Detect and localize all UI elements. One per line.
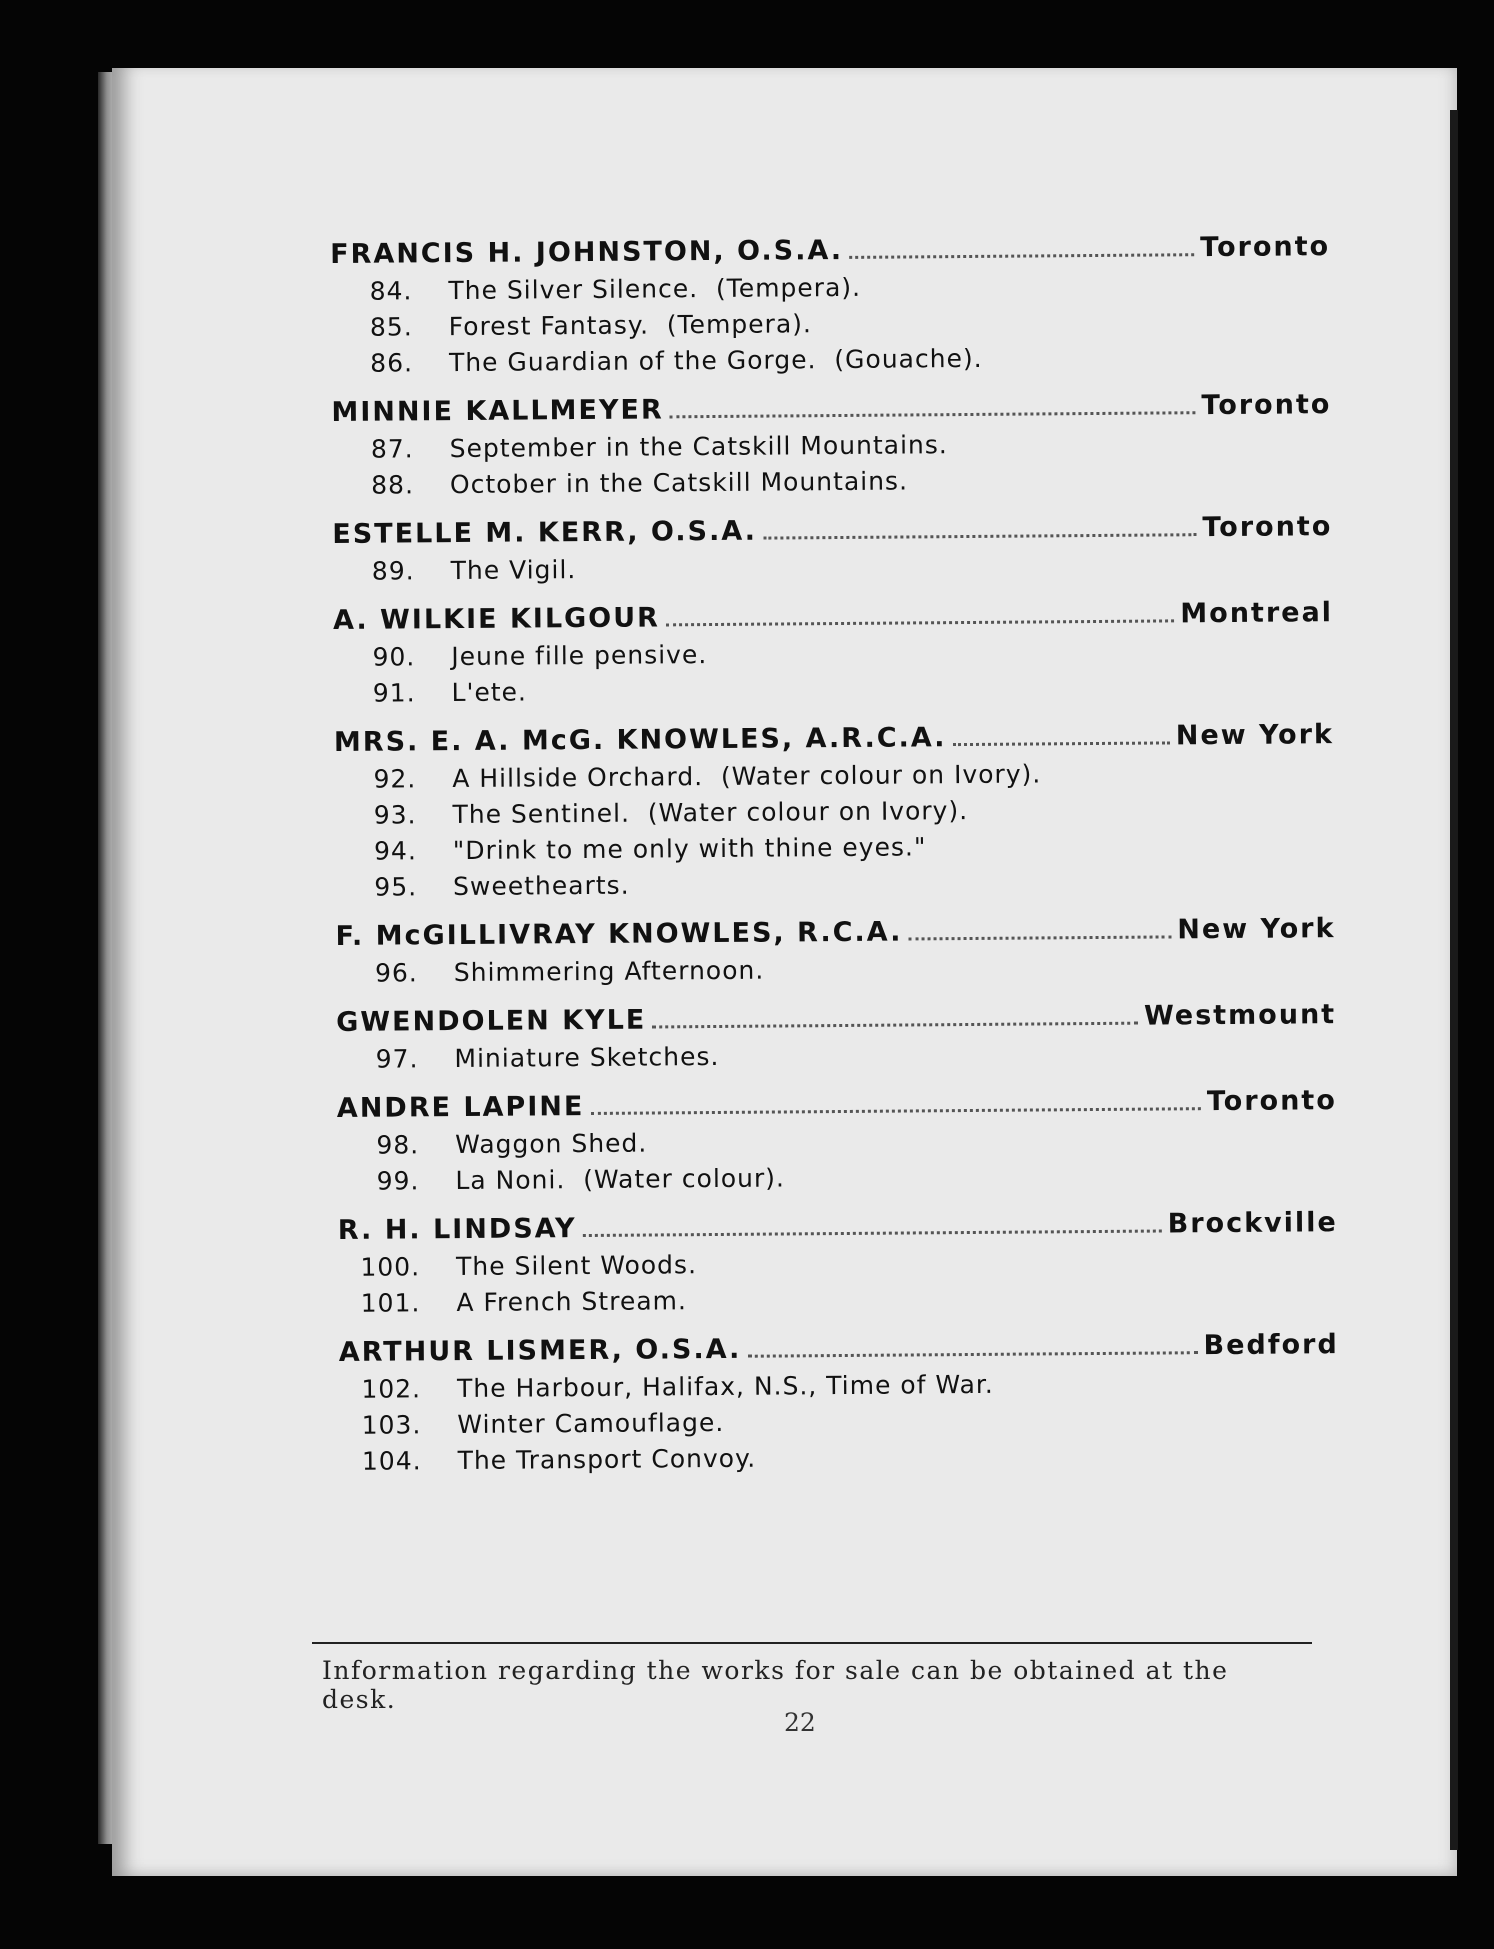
page-number: 22: [784, 1708, 816, 1737]
artist-city: Toronto: [1202, 511, 1333, 544]
artist-entry: [332, 508, 1333, 590]
dot-leader: [849, 253, 1194, 259]
work-number: 103.: [361, 1410, 422, 1440]
artist-heading: [333, 594, 1333, 640]
dot-leader: [666, 619, 1174, 626]
work-number: 93.: [373, 800, 417, 830]
work-item: [337, 1156, 1337, 1200]
work-title: Sweethearts.: [452, 870, 630, 902]
artist-entry: [330, 228, 1331, 382]
artist-entry: [338, 1204, 1339, 1322]
work-title: "Drink to me only with thine eyes.": [452, 832, 927, 866]
work-number: 96.: [374, 958, 418, 988]
artist-name: GWENDOLEN KYLE: [336, 1004, 647, 1038]
work-item: [332, 460, 1332, 504]
work-title: The Harbour, Halifax, N.S., Time of War.: [456, 1369, 994, 1404]
work-item: [338, 1278, 1338, 1322]
work-item: [331, 338, 1331, 382]
work-number: 88.: [371, 470, 415, 500]
work-title: Winter Camouflage.: [457, 1407, 725, 1440]
work-title: Jeune fille pensive.: [451, 640, 708, 672]
work-number: 102.: [361, 1374, 422, 1404]
work-title: A Hillside Orchard. (Water colour on Ivory).: [452, 759, 1042, 794]
work-number: 91.: [372, 678, 416, 708]
work-title: A French Stream.: [456, 1286, 688, 1318]
work-number: 89.: [371, 556, 415, 586]
artist-city: Toronto: [1206, 1085, 1337, 1118]
page-right-edge: [1450, 110, 1458, 1850]
artist-heading: [338, 1204, 1338, 1250]
work-number: 85.: [369, 312, 413, 342]
work-title: L'ete.: [451, 677, 528, 708]
artist-entry: [334, 716, 1335, 906]
work-title: The Silent Woods.: [455, 1250, 698, 1282]
artist-city: New York: [1177, 913, 1336, 946]
dot-leader: [590, 1107, 1201, 1115]
artist-entry: [331, 386, 1332, 504]
work-number: 87.: [370, 434, 414, 464]
work-number: 90.: [372, 642, 416, 672]
work-number: 101.: [360, 1288, 421, 1318]
work-item: [332, 546, 1332, 590]
work-title: The Transport Convoy.: [457, 1443, 757, 1476]
artist-city: Brockville: [1167, 1207, 1338, 1240]
work-item: [335, 862, 1335, 906]
work-title: Shimmering Afternoon.: [453, 955, 765, 988]
dot-leader: [670, 411, 1196, 418]
work-item: [336, 1034, 1336, 1078]
work-title: Miniature Sketches.: [454, 1041, 720, 1074]
work-title: La Noni. (Water colour).: [455, 1163, 786, 1196]
artist-entry: [335, 910, 1336, 992]
artist-name: A. WILKIE KILGOUR: [332, 602, 661, 636]
artist-name: FRANCIS H. JOHNSTON, O.S.A.: [330, 234, 844, 270]
dot-leader: [583, 1229, 1162, 1237]
work-number: 99.: [376, 1166, 420, 1196]
work-title: October in the Catskill Mountains.: [449, 466, 909, 500]
entries-container: [330, 228, 1340, 1480]
work-title: The Silver Silence. (Tempera).: [448, 272, 862, 306]
artist-name: R. H. LINDSAY: [337, 1213, 577, 1246]
dot-leader: [953, 741, 1170, 746]
artist-heading: [336, 996, 1336, 1042]
work-title: Waggon Shed.: [455, 1128, 648, 1160]
artist-city: Montreal: [1180, 597, 1334, 630]
artist-entry: [339, 1326, 1340, 1480]
work-number: 94.: [373, 836, 417, 866]
work-number: 86.: [370, 348, 414, 378]
work-number: 84.: [369, 276, 413, 306]
artist-city: Toronto: [1200, 231, 1331, 264]
artist-entry: [337, 1082, 1338, 1200]
dot-leader: [908, 935, 1171, 940]
artist-name: ANDRE LAPINE: [336, 1091, 585, 1124]
work-item: [336, 948, 1336, 992]
artist-heading: [335, 910, 1335, 956]
dot-leader: [763, 533, 1196, 539]
artist-heading: [334, 716, 1334, 762]
artist-name: MINNIE KALLMEYER: [331, 394, 664, 428]
work-title: The Vigil.: [450, 555, 577, 586]
artist-city: Westmount: [1143, 999, 1337, 1032]
artist-city: Toronto: [1201, 389, 1332, 422]
work-title: September in the Catskill Mountains.: [449, 430, 948, 464]
artist-list: [330, 228, 1340, 1480]
artist-city: Bedford: [1203, 1329, 1339, 1362]
work-item: [333, 668, 1333, 712]
artist-name: ESTELLE M. KERR, O.S.A.: [332, 515, 758, 550]
work-number: 104.: [361, 1446, 422, 1476]
footer-rule: [312, 1642, 1312, 1644]
dot-leader: [652, 1022, 1138, 1029]
work-number: 97.: [375, 1044, 419, 1074]
work-number: 92.: [373, 764, 417, 794]
work-number: 100.: [360, 1252, 421, 1282]
artist-entry: [336, 996, 1337, 1078]
artist-name: MRS. E. A. McG. KNOWLES, A.R.C.A.: [333, 722, 947, 758]
work-number: 95.: [374, 872, 418, 902]
artist-name: ARTHUR LISMER, O.S.A.: [338, 1333, 742, 1368]
dot-leader: [747, 1351, 1197, 1358]
work-number: 98.: [376, 1130, 420, 1160]
work-title: The Guardian of the Gorge. (Gouache).: [448, 343, 983, 378]
artist-city: New York: [1175, 719, 1335, 752]
work-title: Forest Fantasy. (Tempera).: [448, 309, 813, 342]
artist-name: F. McGILLIVRAY KNOWLES, R.C.A.: [335, 916, 903, 952]
artist-entry: [333, 594, 1334, 712]
work-title: The Sentinel. (Water colour on Ivory).: [452, 796, 969, 830]
footer-note: Information regarding the works for sale can be obtained at the desk.: [322, 1656, 1229, 1714]
